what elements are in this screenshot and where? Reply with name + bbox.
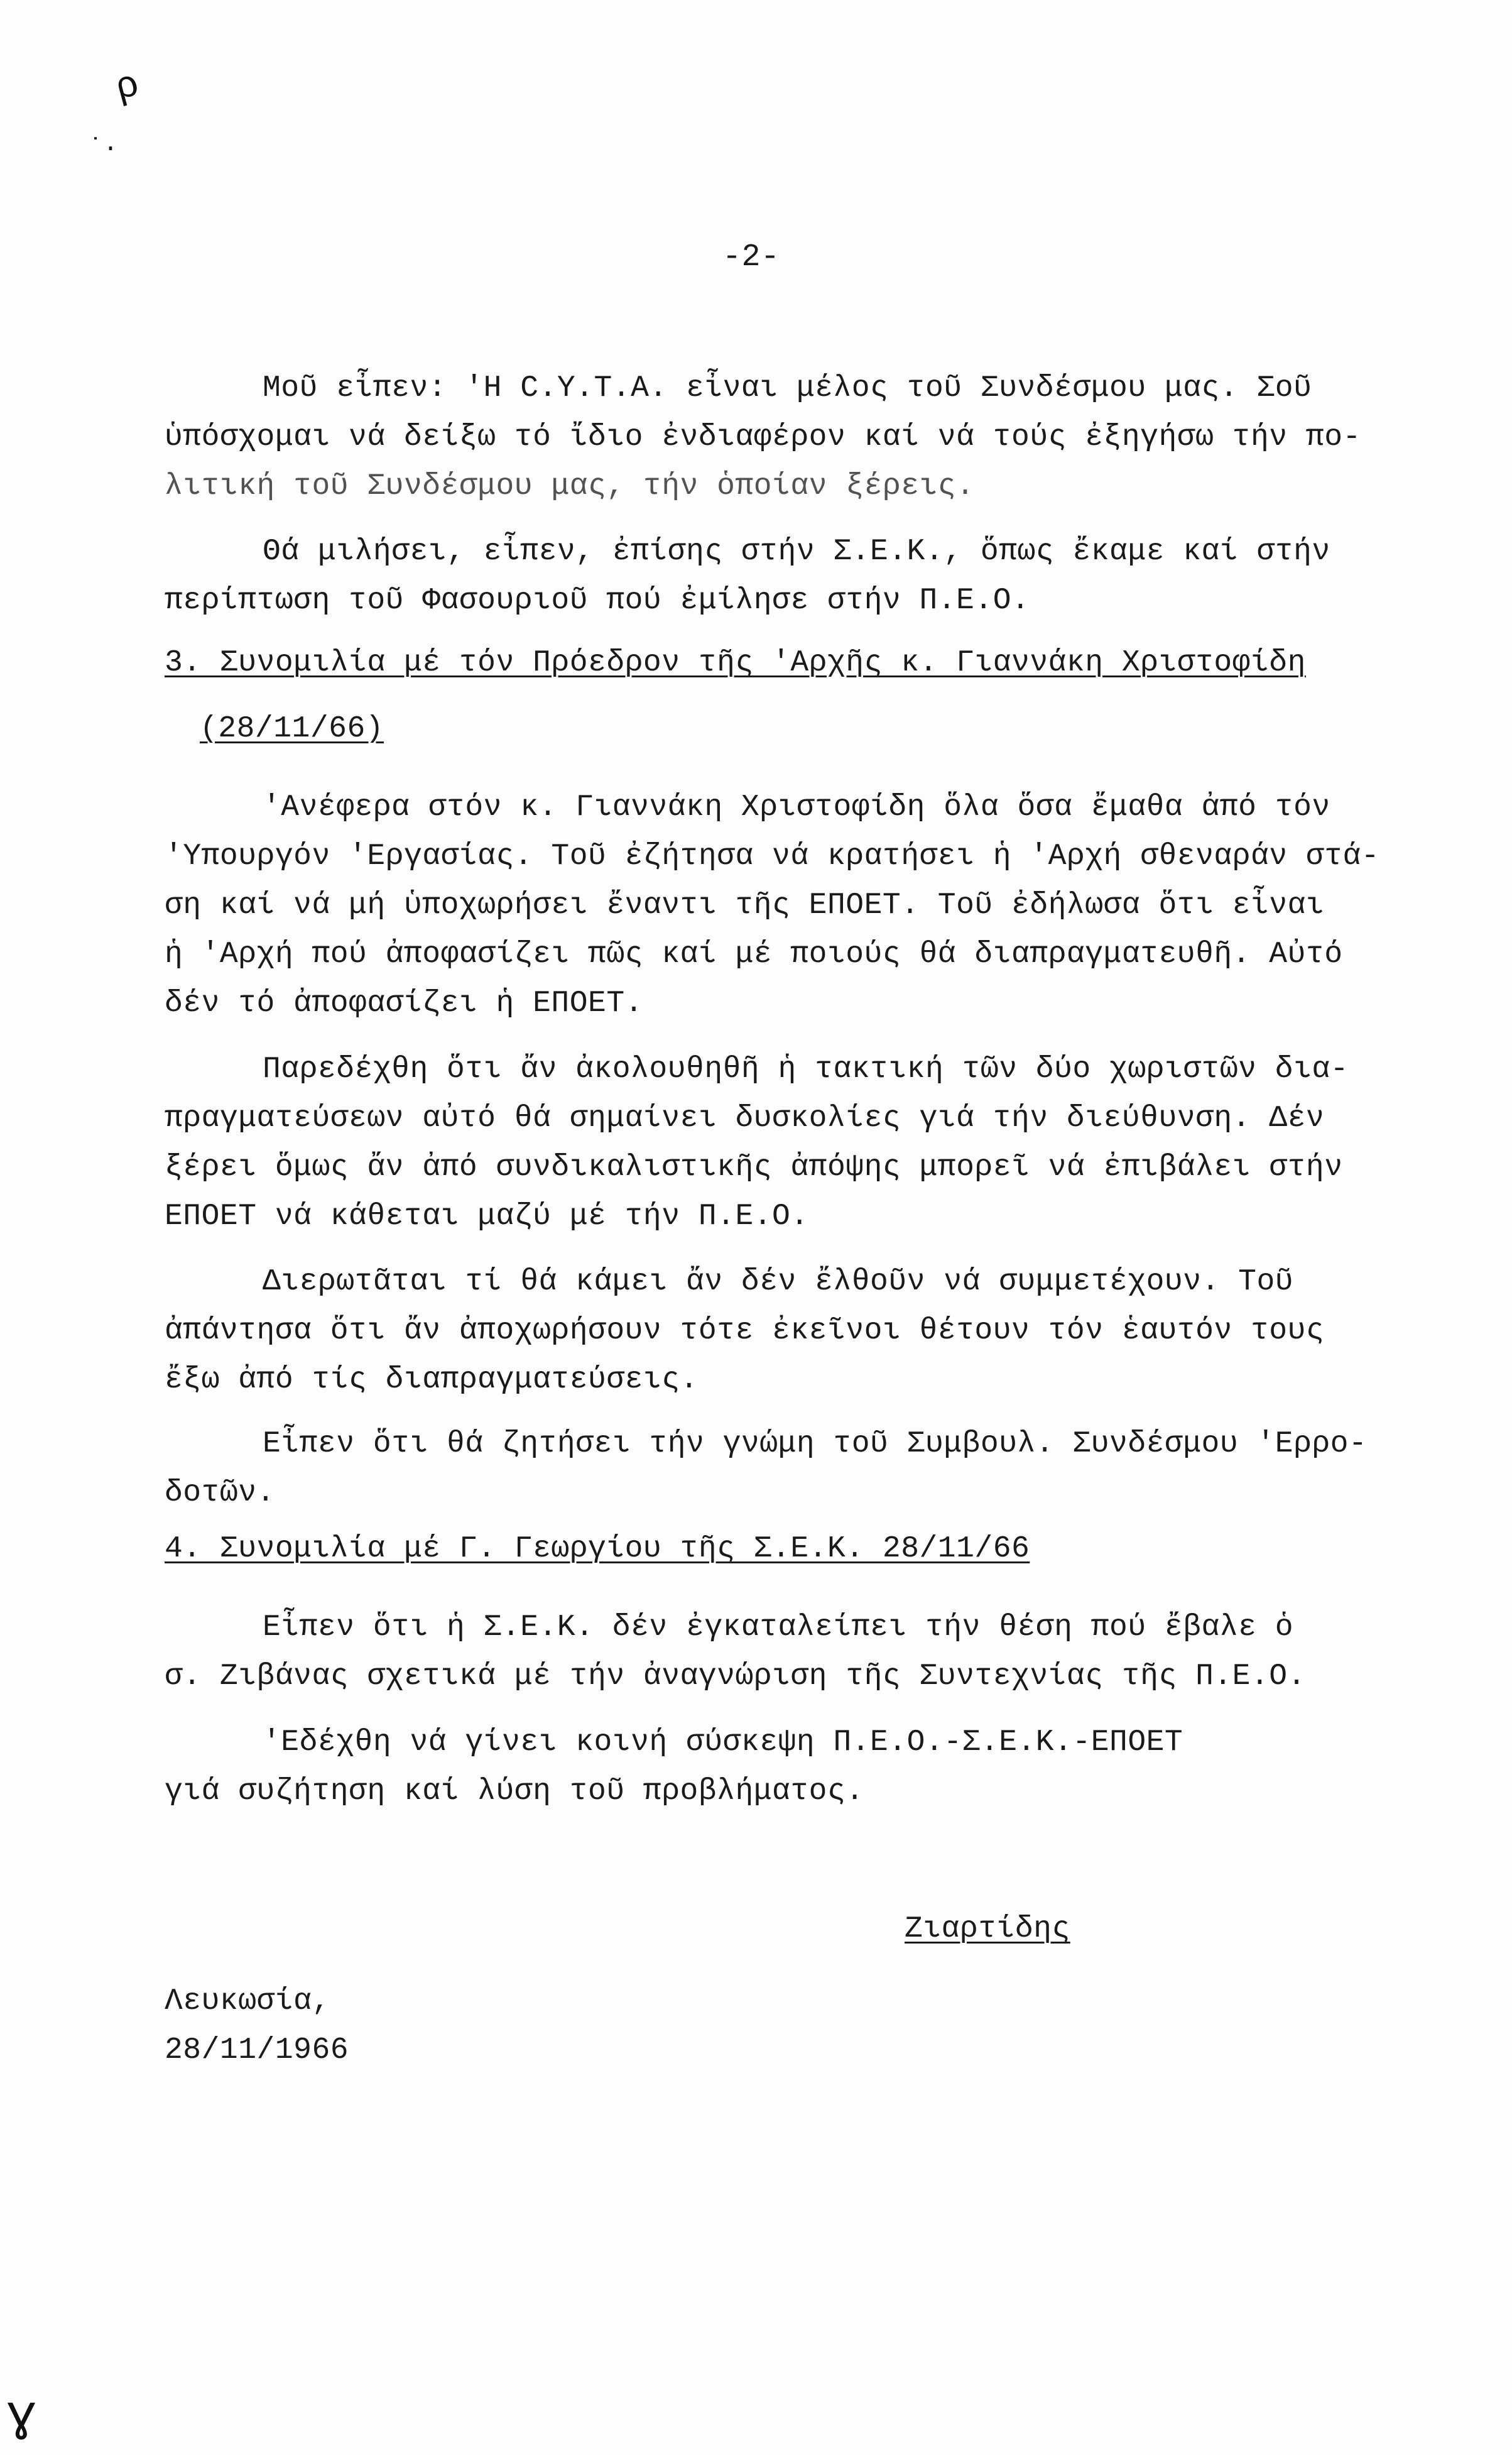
- paragraph-5-line-2: ἀπάντησα ὅτι ἄν ἀποχωρήσουν τότε ἐκεῖνοι θέτουν τόν ἑαυτόν τους: [165, 1314, 1325, 1348]
- paragraph-7-line-2: σ. Ζιβάνας σχετικά μέ τήν ἀναγνώριση τῆς Συντεχνίας τῆς Π.Ε.Ο.: [165, 1659, 1306, 1693]
- page-number: -2-: [722, 239, 780, 275]
- paragraph-3-line-4: ἡ 'Αρχή πού ἀποφασίζει πῶς καί μέ ποιούς θά διαπραγματευθῆ. Αὐτό: [165, 938, 1343, 971]
- paragraph-1-line-2: ὑπόσχομαι νά δείξω τό ἴδιο ἐνδιαφέρον καί νά τούς ἐξηγήσω τήν πο-: [165, 420, 1361, 454]
- paragraph-7-line-1: Εἶπεν ὅτι ἡ Σ.Ε.Κ. δέν ἐγκαταλείπει τήν θέση πού ἔβαλε ὁ: [263, 1610, 1294, 1644]
- paragraph-8-line-2: γιά συζήτηση καί λύση τοῦ προβλήματος.: [165, 1774, 864, 1808]
- paragraph-4-line-4: ΕΠΟΕΤ νά κάθεται μαζύ μέ τήν Π.Ε.Ο.: [165, 1200, 809, 1233]
- section-4-heading: 4. Συνομιλία μέ Γ. Γεωργίου τῆς Σ.Ε.Κ. 28/11/66: [165, 1532, 1030, 1566]
- paragraph-3-line-5: δέν τό ἀποφασίζει ἡ ΕΠΟΕΤ.: [165, 987, 643, 1020]
- paragraph-8-line-1: 'Εδέχθη νά γίνει κοινή σύσκεψη Π.Ε.Ο.-Σ.Ε.Κ.-ΕΠΟΕΤ: [263, 1725, 1183, 1759]
- signature: Ζιαρτίδης: [905, 1912, 1070, 1946]
- handwritten-mark-icon: ρ: [111, 63, 144, 111]
- section-3-heading: 3. Συνομιλία μέ τόν Πρόεδρον τῆς 'Αρχῆς κ. Γιαννάκη Χριστοφίδη: [165, 646, 1306, 680]
- ink-speck-icon: ˙·: [88, 135, 119, 163]
- paragraph-5-line-3: ἔξω ἀπό τίς διαπραγματεύσεις.: [165, 1363, 699, 1397]
- paragraph-3-line-3: ση καί νά μή ὑποχωρήσει ἔναντι τῆς ΕΠΟΕΤ. Τοῦ ἐδήλωσα ὅτι εἶναι: [165, 889, 1325, 922]
- paragraph-1-line-3: λιτική τοῦ Συνδέσμου μας, τήν ὁποίαν ξέρεις.: [165, 469, 975, 503]
- paragraph-3-line-2: 'Υπουργόν 'Εργασίας. Τοῦ ἐζήτησα νά κρατήσει ἡ 'Αρχή σθεναράν στά-: [165, 839, 1380, 873]
- date: 28/11/1966: [165, 2033, 349, 2067]
- paragraph-2-line-1: Θά μιλήσει, εἶπεν, ἐπίσης στήν Σ.Ε.Κ., ὅπως ἔκαμε καί στήν: [263, 535, 1330, 569]
- paragraph-6-line-1: Εἶπεν ὅτι θά ζητήσει τήν γνώμη τοῦ Συμβουλ. Συνδέσμου 'Ερρο-: [263, 1427, 1368, 1461]
- paragraph-4-line-3: ξέρει ὅμως ἄν ἀπό συνδικαλιστικῆς ἀπόψης μπορεῖ νά ἐπιβάλει στήν: [165, 1151, 1343, 1184]
- paragraph-2-line-2: περίπτωση τοῦ Φασουριοῦ πού ἐμίλησε στήν Π.Ε.Ο.: [165, 584, 1030, 618]
- corner-mark-icon: ɣ: [6, 2388, 37, 2445]
- paragraph-1-line-1: Μοῦ εἶπεν: 'Η C.Y.T.A. εἶναι μέλος τοῦ Συνδέσμου μας. Σοῦ: [263, 371, 1312, 405]
- section-3-date: (28/11/66): [200, 712, 384, 746]
- paragraph-6-line-2: δοτῶν.: [165, 1476, 275, 1510]
- place: Λευκωσία,: [165, 1984, 330, 2018]
- paragraph-4-line-2: πραγματεύσεων αὐτό θά σημαίνει δυσκολίες γιά τήν διεύθυνση. Δέν: [165, 1102, 1325, 1135]
- paragraph-3-line-1: 'Ανέφερα στόν κ. Γιαννάκη Χριστοφίδη ὅλα ὅσα ἔμαθα ἀπό τόν: [263, 790, 1330, 824]
- paragraph-4-line-1: Παρεδέχθη ὅτι ἄν ἀκολουθηθῆ ἡ τακτική τῶν δύο χωριστῶν δια-: [263, 1053, 1349, 1086]
- paragraph-5-line-1: Διερωτᾶται τί θά κάμει ἄν δέν ἔλθοῦν νά συμμετέχουν. Τοῦ: [263, 1265, 1294, 1299]
